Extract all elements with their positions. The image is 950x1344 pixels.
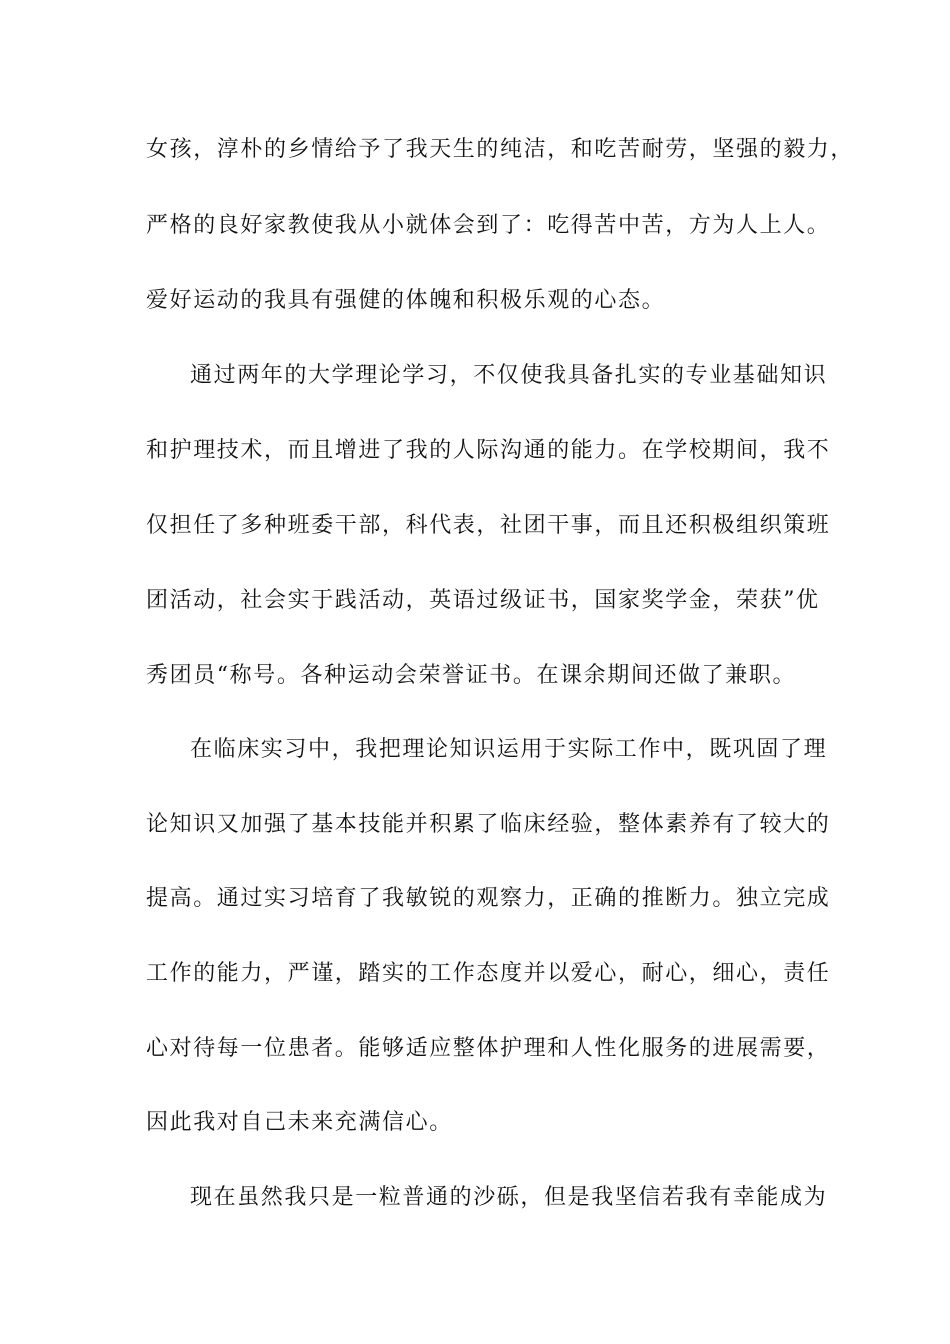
- text-line: 团活动，社会实于践活动，英语过级证书，国家奖学金，荣获”优: [146, 588, 820, 613]
- text-line: 女孩，淳朴的乡情给予了我天生的纯洁，和吃苦耐劳，坚强的毅力，: [146, 137, 855, 162]
- text-line: 提高。通过实习培育了我敏锐的观察力，正确的推断力。独立完成: [146, 886, 831, 911]
- paragraph-first-line: 现在虽然我只是一粒普通的沙砾，但是我坚信若我有幸能成为: [190, 1185, 828, 1210]
- text-line: 工作的能力，严谨，踏实的工作态度并以爱心，耐心，细心，责任: [146, 961, 831, 986]
- text-line: 严格的良好家教使我从小就体会到了：吃得苦中苦，方为人上人。: [146, 213, 831, 238]
- text-line: 和护理技术，而且增进了我的人际沟通的能力。在学校期间，我不: [146, 438, 831, 463]
- paragraph-first-line: 在临床实习中，我把理论知识运用于实际工作中，既巩固了理: [190, 737, 828, 762]
- text-line: 爱好运动的我具有强健的体魄和积极乐观的心态。: [146, 288, 666, 313]
- text-line: 心对待每一位患者。能够适应整体护理和人性化服务的进展需要，: [146, 1036, 831, 1061]
- paragraph-first-line: 通过两年的大学理论学习，不仅使我具备扎实的专业基础知识: [190, 363, 828, 388]
- text-line: 因此我对自己未来充满信心。: [146, 1110, 453, 1135]
- text-line: 秀团员“称号。各种运动会荣誉证书。在课余期间还做了兼职。: [146, 663, 797, 688]
- text-line: 论知识又加强了基本技能并积累了临床经验，整体素养有了较大的: [146, 812, 831, 837]
- text-line: 仅担任了多种班委干部，科代表，社团干事，而且还积极组织策班: [146, 513, 831, 538]
